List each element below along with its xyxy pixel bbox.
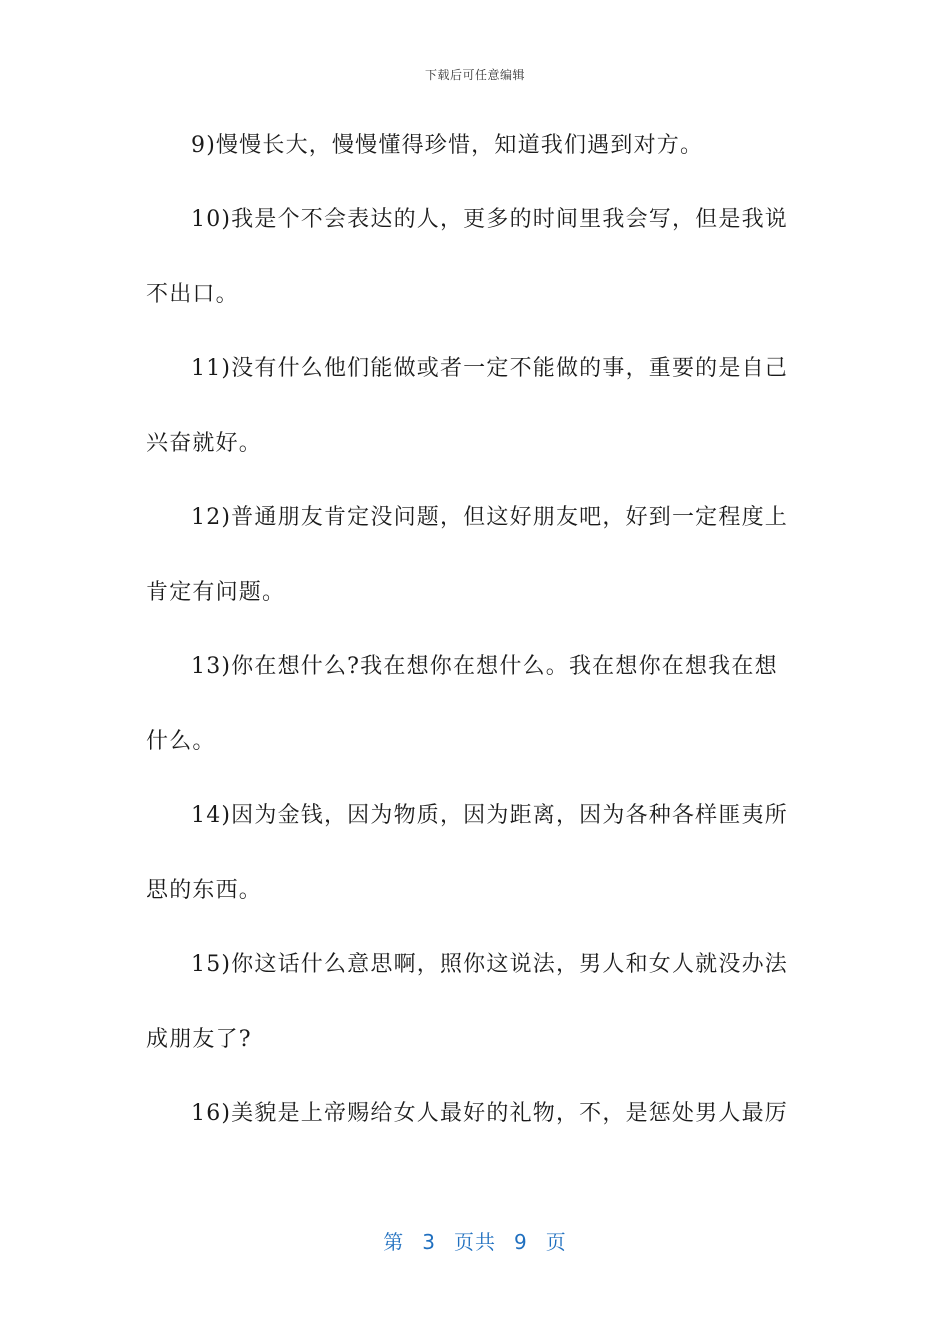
paragraph-10-line-1: 10)我是个不会表达的人，更多的时间里我会写，但是我说 bbox=[191, 207, 788, 232]
footer-prefix: 第 bbox=[383, 1230, 405, 1254]
paragraph-12-line-1: 12)普通朋友肯定没问题，但这好朋友吧，好到一定程度上 bbox=[191, 505, 788, 530]
footer-middle: 页共 bbox=[454, 1230, 496, 1254]
paragraph-10-line-2: 不出口。 bbox=[146, 282, 239, 307]
footer-suffix: 页 bbox=[545, 1230, 567, 1254]
paragraph-9-line-1: 9)慢慢长大，慢慢懂得珍惜，知道我们遇到对方。 bbox=[191, 133, 704, 158]
paragraph-15-line-1: 15)你这话什么意思啊，照你这说法，男人和女人就没办法 bbox=[191, 952, 788, 977]
page-header: 下载后可任意编辑 bbox=[424, 68, 525, 82]
paragraph-14-line-1: 14)因为金钱，因为物质，因为距离，因为各种各样匪夷所 bbox=[191, 803, 788, 828]
footer-total-pages: 9 bbox=[514, 1230, 528, 1254]
paragraph-14-line-2: 思的东西。 bbox=[146, 878, 263, 903]
paragraph-13-line-2: 什么。 bbox=[146, 729, 216, 754]
paragraph-11-line-1: 11)没有什么他们能做或者一定不能做的事，重要的是自己 bbox=[191, 356, 788, 381]
paragraph-16-line-1: 16)美貌是上帝赐给女人最好的礼物，不，是惩处男人最厉 bbox=[191, 1101, 788, 1126]
paragraph-13-line-1: 13)你在想什么?我在想你在想什么。我在想你在想我在想 bbox=[191, 654, 778, 679]
paragraph-11-line-2: 兴奋就好。 bbox=[146, 431, 263, 456]
paragraph-15-line-2: 成朋友了? bbox=[146, 1027, 252, 1052]
footer-current-page: 3 bbox=[422, 1230, 436, 1254]
page-footer bbox=[0, 1226, 950, 1255]
paragraph-12-line-2: 肯定有问题。 bbox=[146, 580, 286, 605]
